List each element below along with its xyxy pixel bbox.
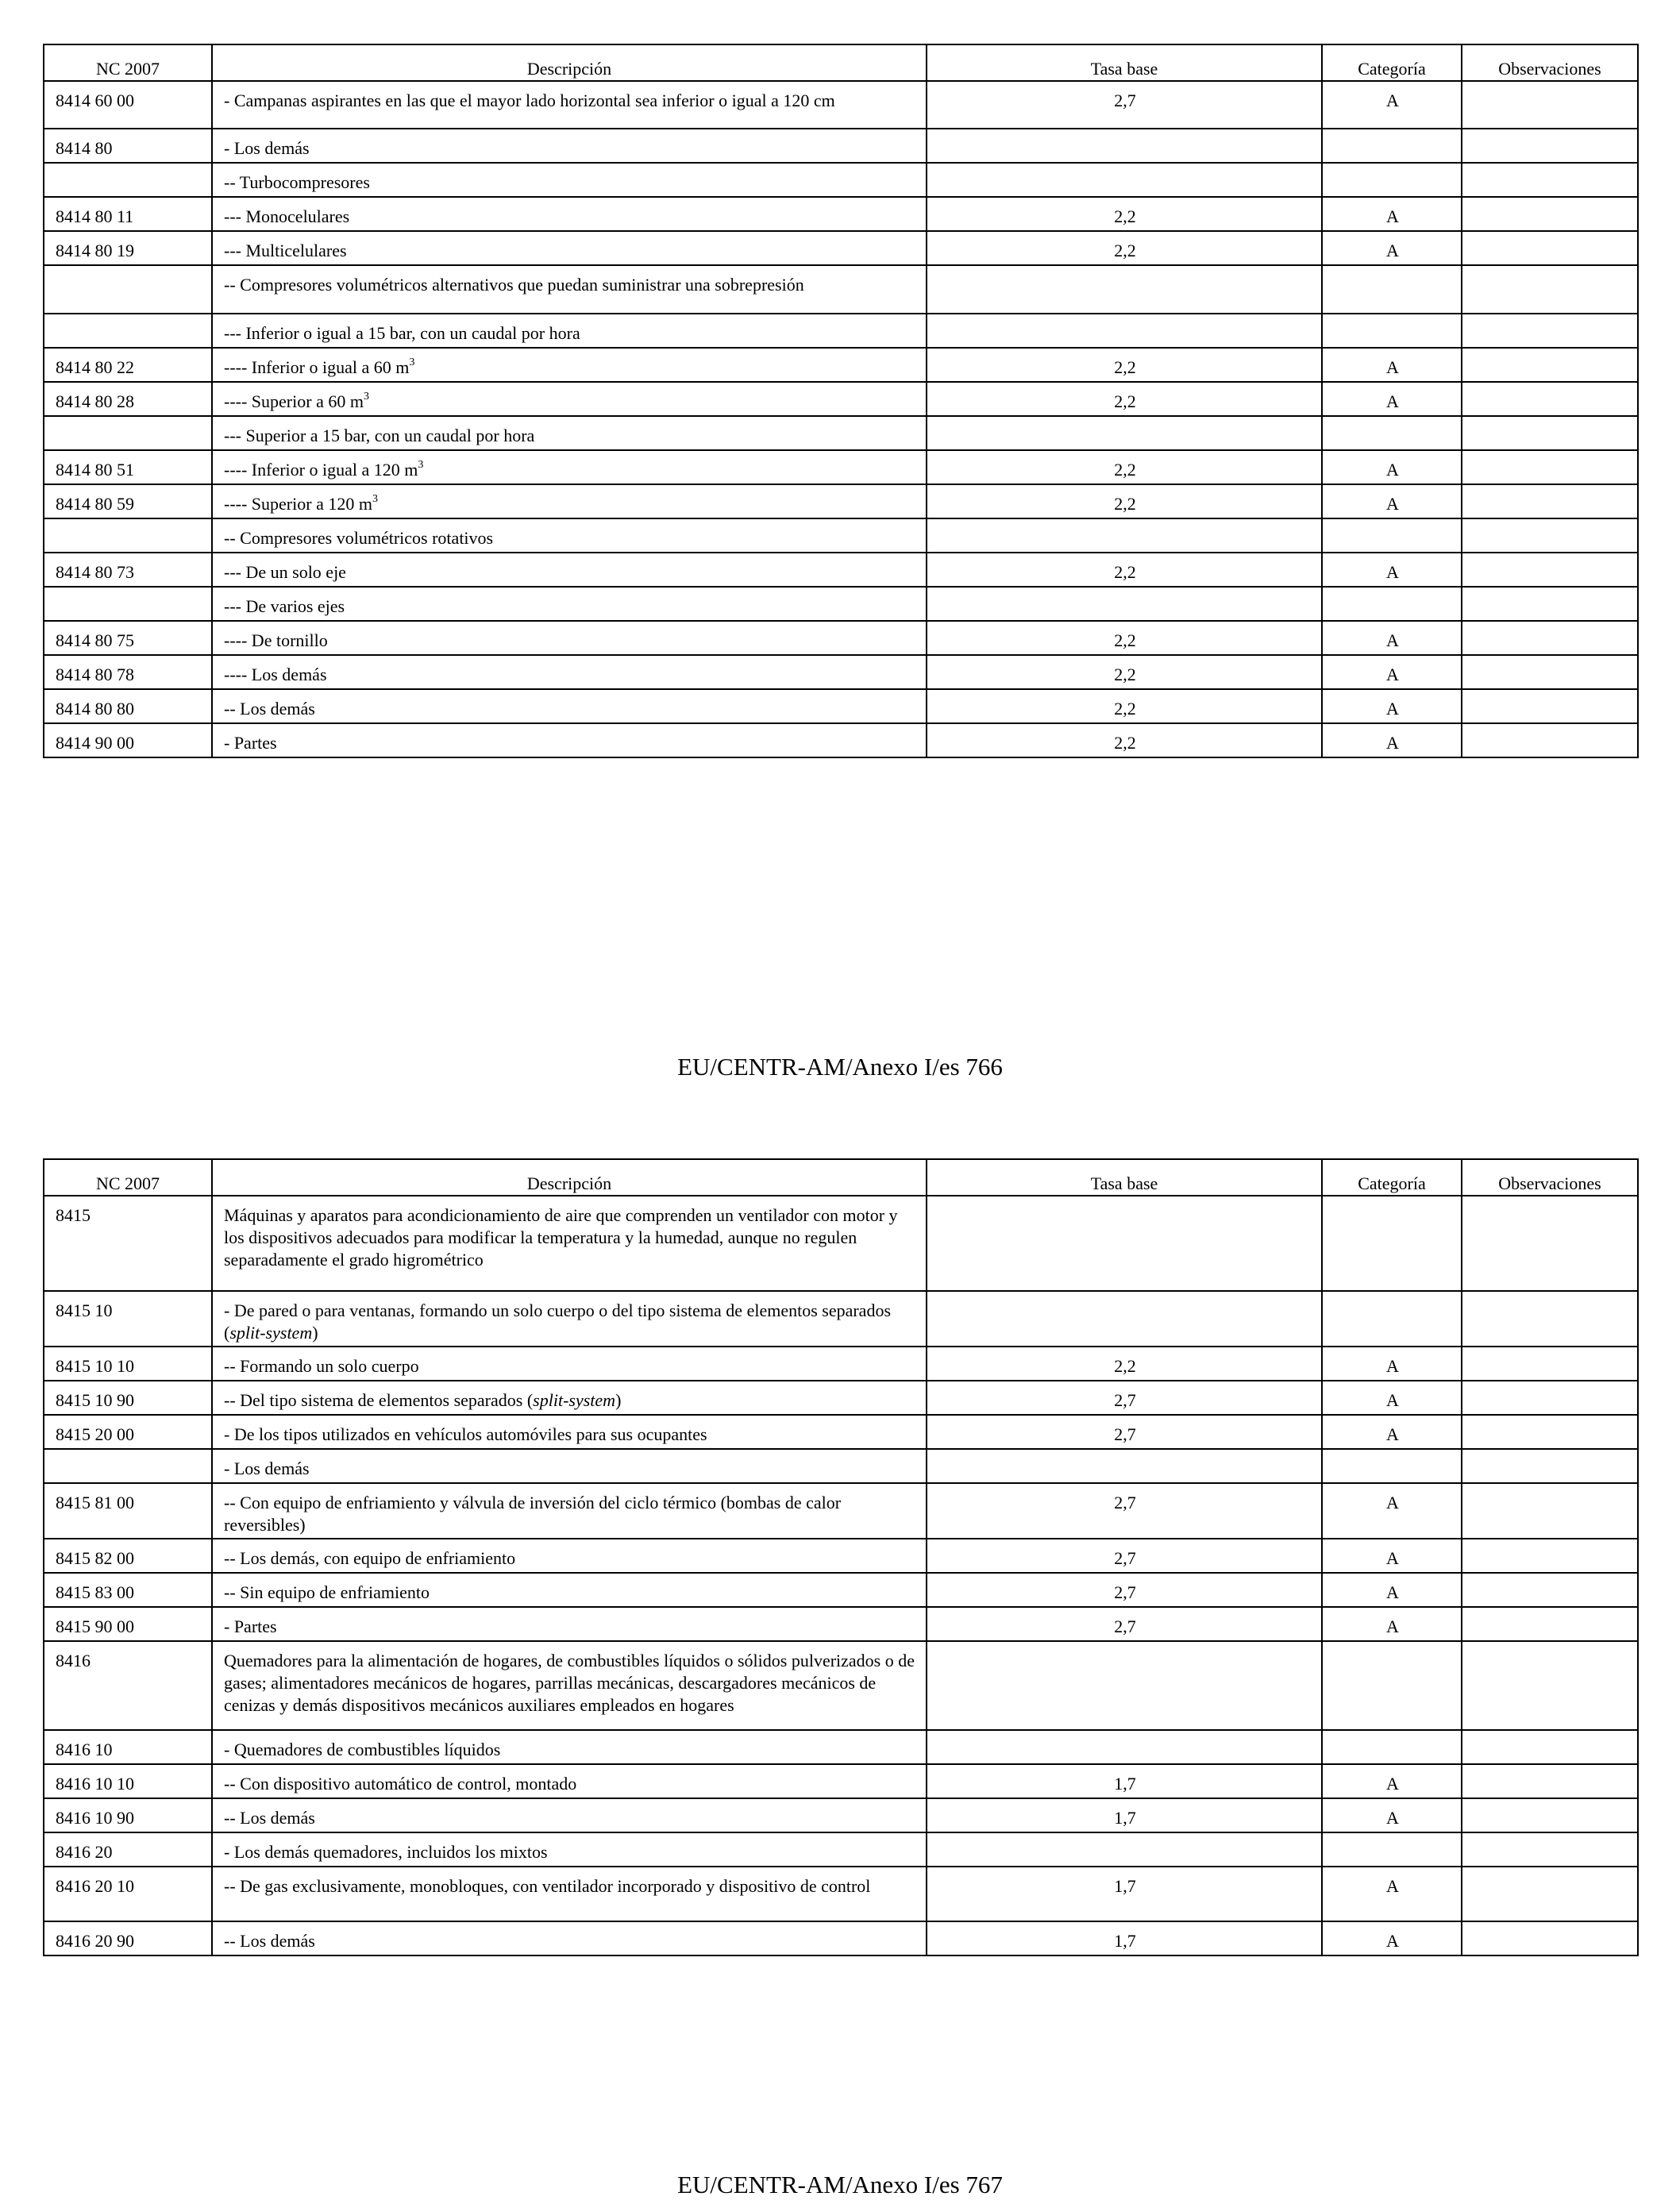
table-row <box>44 553 1638 587</box>
table-row <box>44 1196 1638 1291</box>
table-row <box>44 314 1638 348</box>
description-cell <box>212 1641 927 1730</box>
table-row <box>44 1921 1638 1955</box>
nc-code-cell <box>44 163 212 197</box>
category-cell: A <box>1322 1867 1462 1921</box>
base-rate-cell: 2,2 <box>927 689 1322 723</box>
table-row <box>44 129 1638 163</box>
table-row <box>44 723 1638 757</box>
base-rate-cell <box>927 1641 1322 1730</box>
observations-cell <box>1462 382 1638 416</box>
nc-code-cell: 8414 80 73 <box>44 553 212 587</box>
description-text: -- Compresores volumétricos rotativos <box>224 528 494 548</box>
table-row <box>44 348 1638 382</box>
observations-cell <box>1462 1196 1638 1291</box>
category-cell: A <box>1322 1415 1462 1449</box>
table-row <box>44 1539 1638 1573</box>
base-rate-cell <box>927 1196 1322 1291</box>
page-footer-767: EU/CENTR-AM/Anexo I/es 767 <box>677 2171 1003 2198</box>
description-text: - Los demás <box>224 138 310 158</box>
category-cell <box>1322 1291 1462 1347</box>
base-rate-cell: 2,2 <box>927 1347 1322 1381</box>
observations-cell <box>1462 1291 1638 1347</box>
nc-code-cell: 8416 20 90 <box>44 1921 212 1955</box>
description-text: Quemadores para la alimentación de hogares, de combustibles líquidos o sólidos pulverizados o de gases; alimentadores mecánicos de hogares, parrillas mecánicas, descargadores mecánicos de cenizas y demás dispositivos mecánicos auxiliares empleados en hogares <box>224 1651 915 1715</box>
nc-code-cell: 8414 80 59 <box>44 484 212 518</box>
table-row <box>44 1573 1638 1607</box>
base-rate-cell <box>927 518 1322 553</box>
observations-cell <box>1462 1347 1638 1381</box>
description-cell <box>212 689 927 723</box>
category-cell <box>1322 587 1462 621</box>
nc-code-cell: 8414 80 19 <box>44 231 212 265</box>
nc-code-cell: 8414 80 78 <box>44 655 212 689</box>
base-rate-cell <box>927 1832 1322 1867</box>
category-cell: A <box>1322 1573 1462 1607</box>
description-cell <box>212 587 927 621</box>
category-cell <box>1322 1196 1462 1291</box>
header-description: Descripción <box>212 1159 927 1196</box>
description-text: - Los demás quemadores, incluidos los mixtos <box>224 1842 548 1862</box>
observations-cell <box>1462 129 1638 163</box>
category-cell: A <box>1322 1921 1462 1955</box>
nc-code-cell: 8414 90 00 <box>44 723 212 757</box>
category-cell: A <box>1322 450 1462 484</box>
description-cell <box>212 1921 927 1955</box>
base-rate-cell: 2,7 <box>927 1483 1322 1539</box>
nc-code-cell: 8414 80 80 <box>44 689 212 723</box>
table-row <box>44 1449 1638 1483</box>
description-cell <box>212 1347 927 1381</box>
description-text: - Partes <box>224 1616 277 1636</box>
description-cell <box>212 382 927 416</box>
observations-cell <box>1462 484 1638 518</box>
description-cell <box>212 81 927 129</box>
description-text: - Campanas aspirantes en las que el mayor lado horizontal sea inferior o igual a 120 cm <box>224 91 835 110</box>
table-row <box>44 1832 1638 1867</box>
description-text: -- Compresores volumétricos alternativos que puedan suministrar una sobrepresión <box>224 275 804 295</box>
description-cell <box>212 1415 927 1449</box>
nc-code-cell: 8415 82 00 <box>44 1539 212 1573</box>
nc-code-cell: 8415 81 00 <box>44 1483 212 1539</box>
category-cell <box>1322 1641 1462 1730</box>
base-rate-cell: 2,2 <box>927 553 1322 587</box>
description-text: Máquinas y aparatos para acondicionamiento de aire que comprenden un ventilador con motor y los dispositivos adecuados para modificar la temperatura y la humedad, aunque no regulen separadamente el grado higrométrico <box>224 1205 898 1270</box>
table-header-row <box>44 44 1638 81</box>
nc-code-cell: 8414 80 11 <box>44 197 212 231</box>
description-cell <box>212 1573 927 1607</box>
category-cell: A <box>1322 689 1462 723</box>
description-text: -- Formando un solo cuerpo <box>224 1356 419 1376</box>
description-cell <box>212 655 927 689</box>
base-rate-cell <box>927 265 1322 314</box>
nc-code-cell <box>44 518 212 553</box>
observations-cell <box>1462 621 1638 655</box>
observations-cell <box>1462 1539 1638 1573</box>
observations-cell <box>1462 1921 1638 1955</box>
category-cell: A <box>1322 231 1462 265</box>
description-cell <box>212 348 927 382</box>
description-text: ---- Superior a 60 m <box>224 391 364 411</box>
description-cell <box>212 1798 927 1832</box>
description-cell <box>212 1381 927 1415</box>
description-text: -- Los demás <box>224 1808 315 1828</box>
observations-cell <box>1462 314 1638 348</box>
description-cell <box>212 1291 927 1347</box>
nc-code-cell: 8416 20 <box>44 1832 212 1867</box>
description-suffix: ) <box>615 1390 622 1410</box>
table-row <box>44 1764 1638 1798</box>
observations-cell <box>1462 1483 1638 1539</box>
observations-cell <box>1462 416 1638 450</box>
base-rate-cell <box>927 129 1322 163</box>
table-row <box>44 163 1638 197</box>
description-cell <box>212 129 927 163</box>
superscript: 3 <box>363 390 369 403</box>
observations-cell <box>1462 1730 1638 1764</box>
base-rate-cell <box>927 1730 1322 1764</box>
base-rate-cell: 2,7 <box>927 1573 1322 1607</box>
observations-cell <box>1462 1832 1638 1867</box>
description-text: --- Inferior o igual a 15 bar, con un caudal por hora <box>224 323 580 343</box>
nc-code-cell: 8416 <box>44 1641 212 1730</box>
observations-cell <box>1462 1764 1638 1798</box>
observations-cell <box>1462 1607 1638 1641</box>
observations-cell <box>1462 265 1638 314</box>
description-cell <box>212 621 927 655</box>
nc-code-cell: 8414 80 28 <box>44 382 212 416</box>
base-rate-cell: 1,7 <box>927 1764 1322 1798</box>
base-rate-cell: 2,2 <box>927 348 1322 382</box>
description-text: - De pared o para ventanas, formando un solo cuerpo o del tipo sistema de elementos separados ( <box>224 1300 892 1343</box>
table-row <box>44 265 1638 314</box>
description-text: --- De un solo eje <box>224 562 346 582</box>
observations-cell <box>1462 231 1638 265</box>
category-cell <box>1322 314 1462 348</box>
description-text: --- Multicelulares <box>224 241 347 260</box>
category-cell: A <box>1322 621 1462 655</box>
nc-code-cell: 8414 80 22 <box>44 348 212 382</box>
tariff-table-2 <box>43 1158 1639 1956</box>
category-cell: A <box>1322 382 1462 416</box>
description-text: -- De gas exclusivamente, monobloques, con ventilador incorporado y dispositivo de control <box>224 1876 871 1896</box>
header-observations: Observaciones <box>1462 1159 1638 1196</box>
observations-cell <box>1462 587 1638 621</box>
observations-cell <box>1462 723 1638 757</box>
description-text: ---- Superior a 120 m <box>224 494 372 514</box>
table-row <box>44 518 1638 553</box>
description-cell <box>212 553 927 587</box>
description-cell <box>212 1483 927 1539</box>
category-cell: A <box>1322 1347 1462 1381</box>
category-cell <box>1322 265 1462 314</box>
observations-cell <box>1462 518 1638 553</box>
description-text: - Los demás <box>224 1458 310 1478</box>
table-row <box>44 450 1638 484</box>
nc-code-cell: 8415 10 10 <box>44 1347 212 1381</box>
base-rate-cell: 2,2 <box>927 450 1322 484</box>
description-cell <box>212 1832 927 1867</box>
description-text: - De los tipos utilizados en vehículos automóviles para sus ocupantes <box>224 1424 707 1444</box>
observations-cell <box>1462 1381 1638 1415</box>
nc-code-cell: 8414 80 51 <box>44 450 212 484</box>
base-rate-cell: 2,7 <box>927 1415 1322 1449</box>
category-cell: A <box>1322 1764 1462 1798</box>
category-cell <box>1322 1730 1462 1764</box>
description-text: -- Con equipo de enfriamiento y válvula de inversión del ciclo térmico (bombas de calor reversibles) <box>224 1493 842 1535</box>
observations-cell <box>1462 163 1638 197</box>
base-rate-cell: 2,7 <box>927 81 1322 129</box>
base-rate-cell: 2,2 <box>927 231 1322 265</box>
observations-cell <box>1462 1798 1638 1832</box>
table-row <box>44 1381 1638 1415</box>
category-cell: A <box>1322 1381 1462 1415</box>
description-text: -- Sin equipo de enfriamiento <box>224 1582 430 1602</box>
base-rate-cell <box>927 163 1322 197</box>
table-row <box>44 587 1638 621</box>
base-rate-cell <box>927 587 1322 621</box>
description-cell <box>212 1196 927 1291</box>
superscript: 3 <box>409 356 415 368</box>
category-cell: A <box>1322 655 1462 689</box>
description-cell <box>212 1539 927 1573</box>
nc-code-cell: 8414 80 <box>44 129 212 163</box>
header-description: Descripción <box>212 44 927 81</box>
description-cell <box>212 1764 927 1798</box>
category-cell: A <box>1322 1483 1462 1539</box>
description-cell <box>212 1867 927 1921</box>
category-cell: A <box>1322 1798 1462 1832</box>
nc-code-cell: 8415 83 00 <box>44 1573 212 1607</box>
table-row <box>44 484 1638 518</box>
base-rate-cell: 2,7 <box>927 1607 1322 1641</box>
table-row <box>44 1798 1638 1832</box>
description-text: -- Con dispositivo automático de control, montado <box>224 1774 577 1794</box>
description-text: -- Del tipo sistema de elementos separados ( <box>224 1390 534 1410</box>
category-cell: A <box>1322 1607 1462 1641</box>
description-cell <box>212 484 927 518</box>
observations-cell <box>1462 81 1638 129</box>
observations-cell <box>1462 689 1638 723</box>
superscript: 3 <box>372 492 378 505</box>
base-rate-cell: 2,2 <box>927 723 1322 757</box>
description-suffix: ) <box>312 1323 318 1343</box>
table-row <box>44 231 1638 265</box>
category-cell: A <box>1322 723 1462 757</box>
table-row <box>44 1483 1638 1539</box>
table-row <box>44 197 1638 231</box>
header-category: Categoría <box>1322 1159 1462 1196</box>
category-cell <box>1322 518 1462 553</box>
description-cell <box>212 416 927 450</box>
table-row <box>44 81 1638 129</box>
category-cell <box>1322 129 1462 163</box>
base-rate-cell: 1,7 <box>927 1867 1322 1921</box>
category-cell <box>1322 1832 1462 1867</box>
description-text: ---- De tornillo <box>224 630 328 650</box>
tariff-table-1 <box>43 44 1639 758</box>
nc-code-cell: 8415 10 90 <box>44 1381 212 1415</box>
observations-cell <box>1462 348 1638 382</box>
table-row <box>44 621 1638 655</box>
observations-cell <box>1462 450 1638 484</box>
nc-code-cell: 8415 90 00 <box>44 1607 212 1641</box>
category-cell: A <box>1322 553 1462 587</box>
base-rate-cell: 1,7 <box>927 1798 1322 1832</box>
category-cell: A <box>1322 81 1462 129</box>
description-text: --- Superior a 15 bar, con un caudal por hora <box>224 426 535 445</box>
description-text: -- Turbocompresores <box>224 172 370 192</box>
observations-cell <box>1462 197 1638 231</box>
observations-cell <box>1462 553 1638 587</box>
description-text: --- De varios ejes <box>224 596 345 616</box>
base-rate-cell: 2,7 <box>927 1381 1322 1415</box>
table-row <box>44 1730 1638 1764</box>
description-cell <box>212 231 927 265</box>
nc-code-cell: 8415 10 <box>44 1291 212 1347</box>
description-text: - Partes <box>224 733 277 753</box>
category-cell <box>1322 1449 1462 1483</box>
base-rate-cell: 2,2 <box>927 621 1322 655</box>
nc-code-cell <box>44 1449 212 1483</box>
nc-code-cell: 8416 20 10 <box>44 1867 212 1921</box>
category-cell <box>1322 163 1462 197</box>
table-row <box>44 382 1638 416</box>
table-row <box>44 1867 1638 1921</box>
description-text: ---- Los demás <box>224 665 327 684</box>
description-cell <box>212 450 927 484</box>
observations-cell <box>1462 1449 1638 1483</box>
header-nc: NC 2007 <box>44 1159 212 1196</box>
observations-cell <box>1462 655 1638 689</box>
base-rate-cell <box>927 314 1322 348</box>
table-row <box>44 1291 1638 1347</box>
category-cell <box>1322 416 1462 450</box>
description-text: --- Monocelulares <box>224 206 350 226</box>
nc-code-cell: 8415 20 00 <box>44 1415 212 1449</box>
base-rate-cell: 2,7 <box>927 1539 1322 1573</box>
base-rate-cell <box>927 1291 1322 1347</box>
observations-cell <box>1462 1573 1638 1607</box>
category-cell: A <box>1322 197 1462 231</box>
table-row <box>44 689 1638 723</box>
description-cell <box>212 518 927 553</box>
nc-code-cell: 8416 10 <box>44 1730 212 1764</box>
description-cell <box>212 314 927 348</box>
table-header-row <box>44 1159 1638 1196</box>
description-cell <box>212 163 927 197</box>
description-cell <box>212 1607 927 1641</box>
italic-term: split-system <box>533 1390 616 1410</box>
superscript: 3 <box>418 458 424 471</box>
header-base-rate: Tasa base <box>927 1159 1322 1196</box>
description-text: -- Los demás <box>224 699 315 719</box>
table-row <box>44 1415 1638 1449</box>
base-rate-cell: 2,2 <box>927 382 1322 416</box>
nc-code-cell: 8414 60 00 <box>44 81 212 129</box>
base-rate-cell: 1,7 <box>927 1921 1322 1955</box>
nc-code-cell <box>44 587 212 621</box>
italic-term: split-system <box>229 1323 313 1343</box>
description-cell <box>212 1730 927 1764</box>
observations-cell <box>1462 1415 1638 1449</box>
description-text: ---- Inferior o igual a 120 m <box>224 460 418 480</box>
nc-code-cell <box>44 265 212 314</box>
nc-code-cell: 8415 <box>44 1196 212 1291</box>
page-footer-766: EU/CENTR-AM/Anexo I/es 766 <box>677 1053 1003 1081</box>
base-rate-cell: 2,2 <box>927 484 1322 518</box>
table-row <box>44 1641 1638 1730</box>
description-cell <box>212 1449 927 1483</box>
category-cell: A <box>1322 1539 1462 1573</box>
header-category: Categoría <box>1322 44 1462 81</box>
header-observations: Observaciones <box>1462 44 1638 81</box>
description-cell <box>212 265 927 314</box>
table-row <box>44 416 1638 450</box>
observations-cell <box>1462 1867 1638 1921</box>
base-rate-cell: 2,2 <box>927 197 1322 231</box>
nc-code-cell <box>44 416 212 450</box>
table-row <box>44 655 1638 689</box>
nc-code-cell: 8416 10 10 <box>44 1764 212 1798</box>
table-row <box>44 1347 1638 1381</box>
description-text: -- Los demás <box>224 1931 315 1951</box>
table-row <box>44 1607 1638 1641</box>
base-rate-cell <box>927 1449 1322 1483</box>
nc-code-cell: 8416 10 90 <box>44 1798 212 1832</box>
base-rate-cell <box>927 416 1322 450</box>
base-rate-cell: 2,2 <box>927 655 1322 689</box>
header-base-rate: Tasa base <box>927 44 1322 81</box>
description-text: ---- Inferior o igual a 60 m <box>224 357 410 377</box>
description-cell <box>212 723 927 757</box>
nc-code-cell: 8414 80 75 <box>44 621 212 655</box>
observations-cell <box>1462 1641 1638 1730</box>
category-cell: A <box>1322 484 1462 518</box>
nc-code-cell <box>44 314 212 348</box>
header-nc: NC 2007 <box>44 44 212 81</box>
category-cell: A <box>1322 348 1462 382</box>
description-text: -- Los demás, con equipo de enfriamiento <box>224 1548 516 1568</box>
description-cell <box>212 197 927 231</box>
description-text: - Quemadores de combustibles líquidos <box>224 1740 501 1759</box>
